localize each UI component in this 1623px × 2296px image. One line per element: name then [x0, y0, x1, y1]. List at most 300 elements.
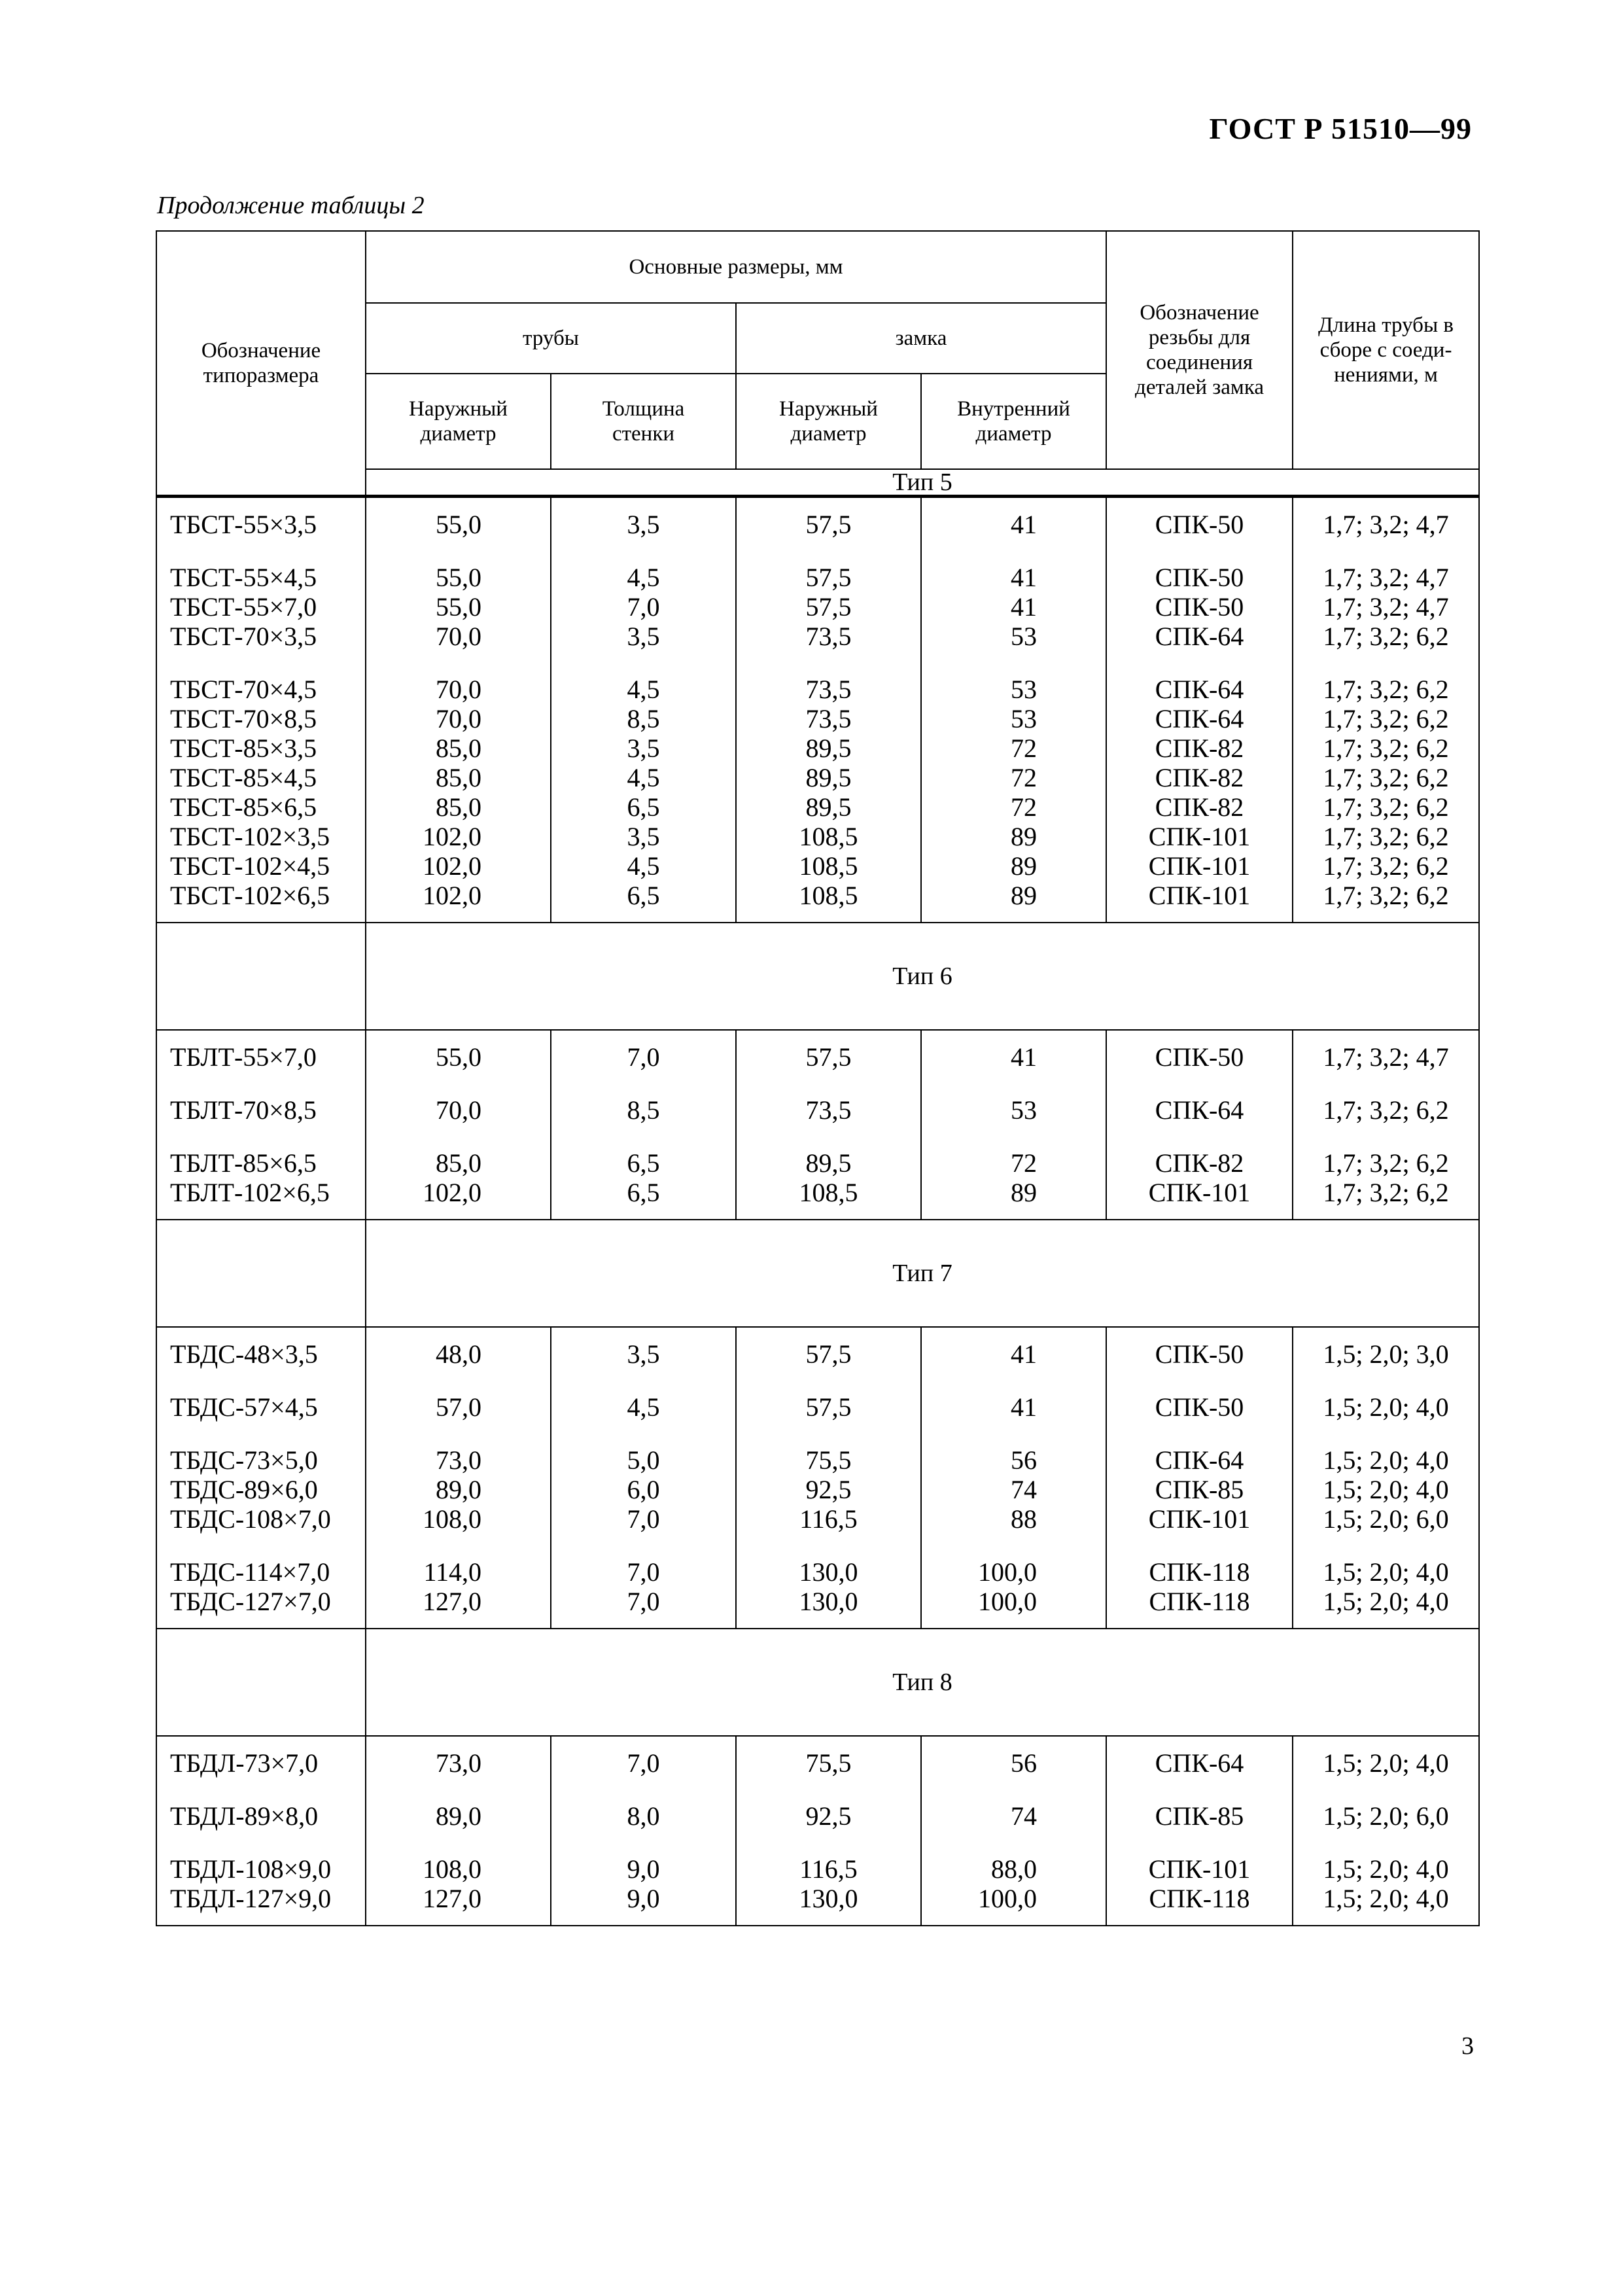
col-length-cell	[1293, 1736, 1479, 1926]
row-group-gap	[1293, 539, 1478, 563]
cell-pipe-wall: 9,0	[627, 1884, 660, 1913]
cell-lock-outer: 57,5	[805, 563, 852, 592]
cell-pipe-outer: 108,0	[423, 1854, 481, 1884]
row-group-gap	[737, 1072, 920, 1095]
cell-lock-inner: 88,0	[991, 1854, 1038, 1884]
cell-lock-outer: 57,5	[805, 1042, 852, 1072]
row-group-gap	[1107, 651, 1292, 675]
cell-designation: ТБЛТ-70×8,5	[170, 1095, 317, 1125]
cell-lock-outer: 108,5	[799, 881, 858, 910]
col-designation-cell	[156, 1327, 366, 1629]
cell-designation: ТБДС-114×7,0	[170, 1557, 330, 1587]
col-pipe-outer-cell	[366, 1736, 551, 1926]
cell-thread: СПК-50	[1155, 563, 1244, 592]
cell-lock-outer: 57,5	[805, 592, 852, 622]
cell-thread: СПК-118	[1149, 1587, 1250, 1616]
header-pipe: трубы	[366, 303, 736, 374]
cell-designation: ТБЛТ-85×6,5	[170, 1148, 317, 1178]
cell-lock-inner: 53	[1011, 1095, 1038, 1125]
cell-pipe-outer: 102,0	[423, 881, 481, 910]
cell-designation: ТБДС-89×6,0	[170, 1475, 318, 1504]
row-group-gap	[551, 1369, 735, 1392]
row-group-gap	[366, 539, 550, 563]
cell-designation: ТБСТ-70×8,5	[170, 704, 317, 733]
cell-lock-inner: 72	[1011, 792, 1038, 822]
cell-length: 1,5; 2,0; 6,0	[1323, 1504, 1449, 1534]
col-lock-outer-cell	[736, 1736, 921, 1926]
cell-pipe-outer: 55,0	[436, 1042, 481, 1072]
cell-length: 1,5; 2,0; 4,0	[1323, 1748, 1449, 1778]
col-lock-outer-cell	[736, 497, 921, 923]
cell-thread: СПК-101	[1148, 1854, 1251, 1884]
cell-designation: ТБСТ-85×6,5	[170, 792, 317, 822]
cell-length: 1,7; 3,2; 6,2	[1323, 704, 1449, 733]
section-title-type-7: Тип 7	[366, 1220, 1479, 1327]
col-length-cell	[1293, 497, 1479, 923]
cell-pipe-wall: 6,5	[627, 881, 660, 910]
row-group-gap	[157, 1125, 365, 1148]
section-rows-type-5	[156, 497, 1479, 923]
row-group-gap	[922, 1072, 1106, 1095]
section-title-type-5: Тип 5	[366, 469, 1479, 497]
cell-lock-outer: 75,5	[805, 1748, 852, 1778]
cell-lock-inner: 89	[1011, 881, 1038, 910]
cell-pipe-wall: 8,5	[627, 1095, 660, 1125]
section-header-type-6	[156, 923, 1479, 1030]
cell-lock-inner: 89	[1011, 822, 1038, 851]
header-length: Длина трубы в сборе с соеди- нениями, м	[1293, 231, 1479, 469]
row-group-gap	[366, 1534, 550, 1557]
dimensions-table-container	[156, 230, 1478, 1926]
cell-lock-inner: 100,0	[978, 1884, 1038, 1913]
cell-thread: СПК-64	[1155, 622, 1244, 651]
row-group-gap	[1293, 651, 1478, 675]
cell-pipe-outer: 73,0	[436, 1748, 481, 1778]
designation-blank-cell	[156, 1220, 366, 1327]
col-length-cell	[1293, 1030, 1479, 1220]
row-group-gap	[551, 1422, 735, 1445]
row-group-gap	[1293, 1072, 1478, 1095]
cell-pipe-wall: 4,5	[627, 563, 660, 592]
cell-pipe-wall: 7,0	[627, 1504, 660, 1534]
cell-designation: ТБДЛ-108×9,0	[170, 1854, 332, 1884]
cell-designation: ТБДЛ-127×9,0	[170, 1884, 332, 1913]
cell-pipe-wall: 9,0	[627, 1854, 660, 1884]
cell-pipe-wall: 6,5	[627, 1178, 660, 1207]
cell-lock-outer: 108,5	[799, 1178, 858, 1207]
col-thread-cell	[1106, 1030, 1293, 1220]
cell-lock-inner: 89	[1011, 1178, 1038, 1207]
cell-designation: ТБДС-57×4,5	[170, 1392, 318, 1422]
cell-lock-outer: 116,5	[799, 1504, 858, 1534]
row-group-gap	[1293, 1369, 1478, 1392]
cell-lock-inner: 41	[1011, 1392, 1038, 1422]
cell-pipe-outer: 55,0	[436, 563, 481, 592]
cell-pipe-wall: 3,5	[627, 1339, 660, 1369]
cell-thread: СПК-118	[1149, 1884, 1250, 1913]
cell-designation: ТБЛТ-55×7,0	[170, 1042, 317, 1072]
cell-thread: СПК-64	[1155, 675, 1244, 704]
row-group-gap	[157, 1778, 365, 1801]
cell-lock-inner: 74	[1011, 1801, 1038, 1831]
cell-thread: СПК-101	[1148, 1178, 1251, 1207]
cell-thread: СПК-64	[1155, 1445, 1244, 1475]
col-lock-outer-cell	[736, 1030, 921, 1220]
cell-length: 1,7; 3,2; 6,2	[1323, 822, 1449, 851]
cell-thread: СПК-101	[1148, 881, 1251, 910]
row-group-gap	[1107, 1072, 1292, 1095]
cell-pipe-wall: 5,0	[627, 1445, 660, 1475]
cell-designation: ТБСТ-102×3,5	[170, 822, 330, 851]
cell-designation: ТБСТ-70×4,5	[170, 675, 317, 704]
cell-pipe-outer: 70,0	[436, 704, 481, 733]
section-rows-type-8	[156, 1736, 1479, 1926]
cell-lock-outer: 89,5	[805, 792, 852, 822]
cell-pipe-wall: 4,5	[627, 675, 660, 704]
cell-pipe-outer: 114,0	[423, 1557, 481, 1587]
cell-designation: ТБСТ-55×4,5	[170, 563, 317, 592]
cell-designation: ТБДЛ-89×8,0	[170, 1801, 319, 1831]
cell-thread: СПК-50	[1155, 510, 1244, 539]
section-title-type-6: Тип 6	[366, 923, 1479, 1030]
row-group-gap	[737, 1534, 920, 1557]
col-length-cell	[1293, 1327, 1479, 1629]
cell-lock-outer: 130,0	[799, 1884, 858, 1913]
header-lock: замка	[736, 303, 1106, 374]
cell-thread: СПК-82	[1155, 763, 1244, 792]
cell-lock-inner: 41	[1011, 592, 1038, 622]
row-group-gap	[922, 1125, 1106, 1148]
cell-pipe-outer: 108,0	[423, 1504, 481, 1534]
row-group-gap	[551, 651, 735, 675]
cell-length: 1,7; 3,2; 4,7	[1323, 510, 1449, 539]
cell-lock-outer: 92,5	[805, 1475, 852, 1504]
cell-pipe-wall: 4,5	[627, 851, 660, 881]
row-group-gap	[1107, 1369, 1292, 1392]
cell-pipe-outer: 70,0	[436, 622, 481, 651]
row-group-gap	[366, 1778, 550, 1801]
cell-pipe-wall: 6,5	[627, 792, 660, 822]
cell-designation: ТБСТ-55×7,0	[170, 592, 317, 622]
standard-code: ГОСТ Р 51510—99	[1209, 112, 1472, 145]
cell-lock-outer: 75,5	[805, 1445, 852, 1475]
cell-length: 1,5; 2,0; 3,0	[1323, 1339, 1449, 1369]
cell-lock-inner: 56	[1011, 1445, 1038, 1475]
cell-length: 1,7; 3,2; 4,7	[1323, 1042, 1449, 1072]
row-group-gap	[922, 539, 1106, 563]
cell-designation: ТБДС-73×5,0	[170, 1445, 318, 1475]
cell-lock-outer: 57,5	[805, 510, 852, 539]
col-thread-cell	[1106, 1736, 1293, 1926]
cell-designation: ТБСТ-70×3,5	[170, 622, 317, 651]
cell-pipe-wall: 3,5	[627, 510, 660, 539]
row-group-gap	[157, 1831, 365, 1854]
cell-lock-inner: 100,0	[978, 1557, 1038, 1587]
cell-thread: СПК-85	[1155, 1801, 1244, 1831]
section-header-type-8	[156, 1629, 1479, 1736]
cell-lock-outer: 57,5	[805, 1339, 852, 1369]
table-body	[156, 497, 1479, 1926]
cell-lock-inner: 41	[1011, 1339, 1038, 1369]
header-designation: Обозначение типоразмера	[156, 231, 366, 497]
row-group-gap	[366, 1072, 550, 1095]
cell-lock-inner: 41	[1011, 563, 1038, 592]
cell-length: 1,7; 3,2; 6,2	[1323, 792, 1449, 822]
cell-length: 1,7; 3,2; 6,2	[1323, 733, 1449, 763]
row-group-gap	[157, 1534, 365, 1557]
cell-pipe-outer: 102,0	[423, 822, 481, 851]
row-group-gap	[922, 1369, 1106, 1392]
cell-lock-inner: 56	[1011, 1748, 1038, 1778]
cell-lock-outer: 130,0	[799, 1587, 858, 1616]
col-pipe-outer-cell	[366, 1030, 551, 1220]
page-number: 3	[1461, 2032, 1474, 2060]
cell-pipe-outer: 48,0	[436, 1339, 481, 1369]
cell-length: 1,7; 3,2; 6,2	[1323, 881, 1449, 910]
cell-designation: ТБСТ-85×4,5	[170, 763, 317, 792]
cell-lock-outer: 89,5	[805, 763, 852, 792]
table-header	[156, 231, 1479, 497]
cell-thread: СПК-101	[1148, 1504, 1251, 1534]
cell-length: 1,7; 3,2; 4,7	[1323, 563, 1449, 592]
row-group-gap	[551, 539, 735, 563]
col-designation-cell	[156, 1736, 366, 1926]
cell-length: 1,7; 3,2; 6,2	[1323, 622, 1449, 651]
cell-pipe-outer: 70,0	[436, 1095, 481, 1125]
cell-pipe-outer: 70,0	[436, 675, 481, 704]
cell-designation: ТБСТ-85×3,5	[170, 733, 317, 763]
cell-lock-inner: 100,0	[978, 1587, 1038, 1616]
cell-lock-outer: 108,5	[799, 822, 858, 851]
col-pipe-outer-cell	[366, 1327, 551, 1629]
row-group-gap	[922, 1831, 1106, 1854]
row-group-gap	[551, 1072, 735, 1095]
cell-pipe-outer: 127,0	[423, 1884, 481, 1913]
cell-lock-inner: 53	[1011, 622, 1038, 651]
cell-lock-outer: 73,5	[805, 622, 852, 651]
row-group-gap	[1107, 539, 1292, 563]
row-group-gap	[1107, 1778, 1292, 1801]
designation-blank-cell	[156, 923, 366, 1030]
col-thread-cell	[1106, 1327, 1293, 1629]
cell-length: 1,5; 2,0; 4,0	[1323, 1854, 1449, 1884]
row-group-gap	[366, 1831, 550, 1854]
cell-lock-inner: 72	[1011, 1148, 1038, 1178]
cell-pipe-wall: 4,5	[627, 763, 660, 792]
row-group-gap	[737, 1831, 920, 1854]
cell-lock-outer: 57,5	[805, 1392, 852, 1422]
cell-pipe-outer: 55,0	[436, 510, 481, 539]
row-group-gap	[551, 1831, 735, 1854]
cell-pipe-outer: 73,0	[436, 1445, 481, 1475]
col-pipe-wall-cell	[551, 497, 736, 923]
cell-lock-inner: 53	[1011, 675, 1038, 704]
cell-lock-inner: 41	[1011, 1042, 1038, 1072]
cell-lock-outer: 89,5	[805, 733, 852, 763]
row-group-gap	[157, 1072, 365, 1095]
row-group-gap	[737, 1125, 920, 1148]
cell-lock-inner: 89	[1011, 851, 1038, 881]
cell-pipe-outer: 89,0	[436, 1475, 481, 1504]
cell-pipe-outer: 85,0	[436, 733, 481, 763]
cell-thread: СПК-101	[1148, 851, 1251, 881]
col-lock-inner-cell	[921, 1736, 1106, 1926]
cell-length: 1,7; 3,2; 6,2	[1323, 1095, 1449, 1125]
cell-lock-inner: 74	[1011, 1475, 1038, 1504]
cell-lock-outer: 73,5	[805, 1095, 852, 1125]
col-pipe-wall-cell	[551, 1736, 736, 1926]
cell-length: 1,5; 2,0; 4,0	[1323, 1445, 1449, 1475]
row-group-gap	[737, 1778, 920, 1801]
cell-pipe-wall: 3,5	[627, 822, 660, 851]
cell-length: 1,7; 3,2; 6,2	[1323, 851, 1449, 881]
cell-length: 1,7; 3,2; 6,2	[1323, 1178, 1449, 1207]
row-group-gap	[922, 1534, 1106, 1557]
row-group-gap	[922, 1422, 1106, 1445]
cell-pipe-outer: 85,0	[436, 763, 481, 792]
col-designation-cell	[156, 497, 366, 923]
col-pipe-wall-cell	[551, 1327, 736, 1629]
section-header-type-7	[156, 1220, 1479, 1327]
row-group-gap	[157, 1422, 365, 1445]
cell-pipe-wall: 7,0	[627, 1748, 660, 1778]
cell-pipe-wall: 4,5	[627, 1392, 660, 1422]
cell-length: 1,7; 3,2; 6,2	[1323, 763, 1449, 792]
row-group-gap	[366, 1125, 550, 1148]
cell-lock-inner: 41	[1011, 510, 1038, 539]
cell-designation: ТБДЛ-73×7,0	[170, 1748, 319, 1778]
cell-lock-outer: 89,5	[805, 1148, 852, 1178]
cell-thread: СПК-64	[1155, 1095, 1244, 1125]
table-caption: Продолжение таблицы 2	[157, 192, 425, 219]
cell-designation: ТБДС-48×3,5	[170, 1339, 318, 1369]
cell-designation: ТБСТ-102×4,5	[170, 851, 330, 881]
col-pipe-outer-cell	[366, 497, 551, 923]
row-group-gap	[366, 651, 550, 675]
cell-thread: СПК-118	[1149, 1557, 1250, 1587]
row-group-gap	[1107, 1422, 1292, 1445]
cell-lock-outer: 116,5	[799, 1854, 858, 1884]
row-group-gap	[922, 651, 1106, 675]
col-lock-outer-cell	[736, 1327, 921, 1629]
header-main-sizes: Основные размеры, мм	[366, 231, 1106, 303]
section-title-type-8: Тип 8	[366, 1629, 1479, 1736]
header-pipe-outer-diameter: Наружный диаметр	[366, 374, 551, 469]
cell-pipe-wall: 7,0	[627, 1557, 660, 1587]
cell-designation: ТБСТ-55×3,5	[170, 510, 317, 539]
row-group-gap	[737, 651, 920, 675]
cell-pipe-wall: 6,0	[627, 1475, 660, 1504]
row-group-gap	[157, 651, 365, 675]
cell-thread: СПК-82	[1155, 1148, 1244, 1178]
row-group-gap	[551, 1778, 735, 1801]
row-group-gap	[551, 1125, 735, 1148]
designation-blank-cell	[156, 1629, 366, 1736]
dimensions-table	[156, 230, 1480, 1926]
cell-thread: СПК-82	[1155, 733, 1244, 763]
cell-pipe-outer: 127,0	[423, 1587, 481, 1616]
cell-thread: СПК-82	[1155, 792, 1244, 822]
cell-pipe-wall: 7,0	[627, 1587, 660, 1616]
row-group-gap	[1293, 1534, 1478, 1557]
cell-pipe-wall: 8,0	[627, 1801, 660, 1831]
cell-lock-inner: 88	[1011, 1504, 1038, 1534]
cell-pipe-outer: 102,0	[423, 1178, 481, 1207]
cell-pipe-outer: 85,0	[436, 1148, 481, 1178]
cell-length: 1,5; 2,0; 4,0	[1323, 1587, 1449, 1616]
cell-length: 1,7; 3,2; 6,2	[1323, 1148, 1449, 1178]
cell-thread: СПК-50	[1155, 1392, 1244, 1422]
row-group-gap	[1293, 1422, 1478, 1445]
row-group-gap	[1107, 1125, 1292, 1148]
cell-length: 1,7; 3,2; 4,7	[1323, 592, 1449, 622]
cell-lock-inner: 72	[1011, 763, 1038, 792]
cell-pipe-wall: 3,5	[627, 622, 660, 651]
cell-lock-outer: 130,0	[799, 1557, 858, 1587]
cell-pipe-wall: 7,0	[627, 592, 660, 622]
cell-designation: ТБЛТ-102×6,5	[170, 1178, 330, 1207]
cell-designation: ТБСТ-102×6,5	[170, 881, 330, 910]
row-group-gap	[1107, 1534, 1292, 1557]
row-group-gap	[366, 1369, 550, 1392]
cell-pipe-outer: 55,0	[436, 592, 481, 622]
header-lock-inner-diameter: Внутренний диаметр	[921, 374, 1106, 469]
col-lock-inner-cell	[921, 1327, 1106, 1629]
cell-pipe-wall: 3,5	[627, 733, 660, 763]
cell-length: 1,5; 2,0; 4,0	[1323, 1557, 1449, 1587]
header-lock-outer-diameter: Наружный диаметр	[736, 374, 921, 469]
col-designation-cell	[156, 1030, 366, 1220]
cell-pipe-outer: 89,0	[436, 1801, 481, 1831]
cell-length: 1,5; 2,0; 4,0	[1323, 1392, 1449, 1422]
cell-thread: СПК-85	[1155, 1475, 1244, 1504]
row-group-gap	[1107, 1831, 1292, 1854]
row-group-gap	[1293, 1831, 1478, 1854]
cell-thread: СПК-50	[1155, 592, 1244, 622]
cell-length: 1,7; 3,2; 6,2	[1323, 675, 1449, 704]
cell-lock-outer: 73,5	[805, 675, 852, 704]
row-group-gap	[737, 539, 920, 563]
cell-thread: СПК-50	[1155, 1042, 1244, 1072]
col-thread-cell	[1106, 497, 1293, 923]
cell-length: 1,5; 2,0; 4,0	[1323, 1475, 1449, 1504]
row-group-gap	[157, 1369, 365, 1392]
cell-pipe-outer: 102,0	[423, 851, 481, 881]
cell-lock-inner: 53	[1011, 704, 1038, 733]
cell-designation: ТБДС-108×7,0	[170, 1504, 331, 1534]
cell-thread: СПК-50	[1155, 1339, 1244, 1369]
cell-lock-outer: 108,5	[799, 851, 858, 881]
row-group-gap	[366, 1422, 550, 1445]
cell-lock-inner: 72	[1011, 733, 1038, 763]
cell-pipe-wall: 8,5	[627, 704, 660, 733]
cell-pipe-outer: 57,0	[436, 1392, 481, 1422]
col-lock-inner-cell	[921, 497, 1106, 923]
cell-designation: ТБДС-127×7,0	[170, 1587, 331, 1616]
cell-lock-outer: 73,5	[805, 704, 852, 733]
cell-thread: СПК-64	[1155, 1748, 1244, 1778]
row-group-gap	[1293, 1778, 1478, 1801]
cell-pipe-wall: 7,0	[627, 1042, 660, 1072]
cell-thread: СПК-101	[1148, 822, 1251, 851]
section-rows-type-6	[156, 1030, 1479, 1220]
row-group-gap	[737, 1369, 920, 1392]
row-group-gap	[737, 1422, 920, 1445]
header-thread: Обозначение резьбы для соединения деталей замка	[1106, 231, 1293, 469]
cell-pipe-wall: 6,5	[627, 1148, 660, 1178]
row-group-gap	[157, 539, 365, 563]
col-lock-inner-cell	[921, 1030, 1106, 1220]
